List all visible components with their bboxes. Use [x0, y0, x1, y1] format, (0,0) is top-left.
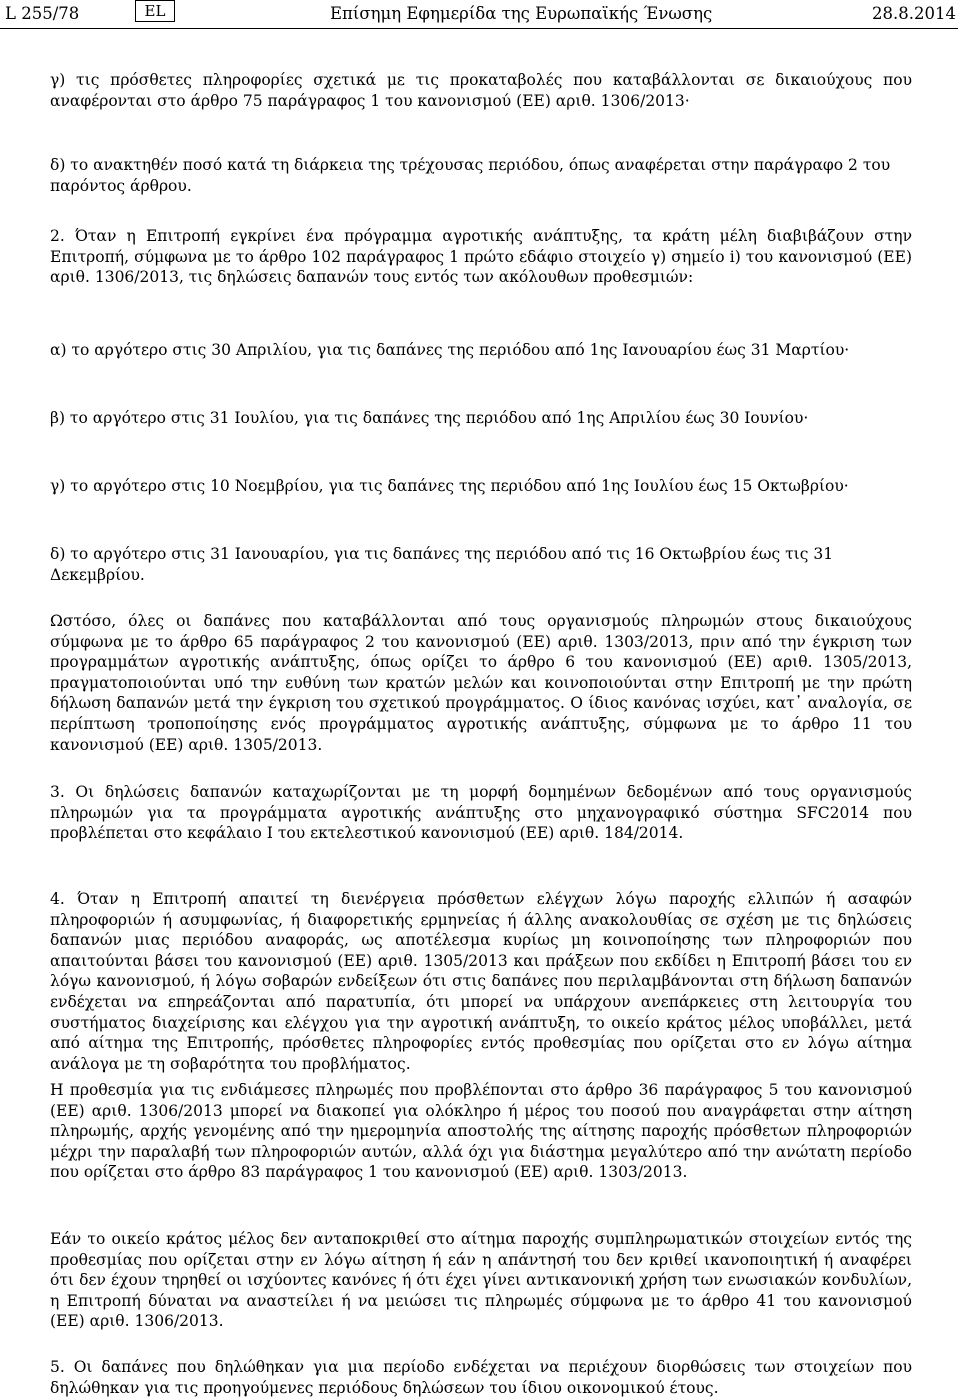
- paragraph-delta-recovered: δ) το ανακτηθέν ποσό κατά τη διάρκεια της τρέχουσας περιόδου, όπως αναφέρεται στην παράγραφο 2 του παρόντος άρθρου.: [50, 156, 891, 195]
- page-reference: L 255/78: [5, 4, 80, 23]
- journal-header: [0, 0, 960, 30]
- paragraph-interim-payment-deadline: Η προθεσμία για τις ενδιάμεσες πληρωμές που προβλέπονται στο άρθρο 36 παράγραφος 5 του κανονισμού (ΕΕ) αριθ. 1306/2013 μπορεί να διακοπεί για ολόκληρο ή μέρος του ποσού που αναγράφεται στην αίτηση πληρωμής, αρχής γενομένης από την ημερομηνία αποστολής της αίτησης παροχής πρόσθετων πληροφοριών μέχρι την παραλαβή των πληροφοριών αυτών, αλλά όχι για διάστημα μεγαλύτερο από την ανώτατη περίοδο που ορίζεται στο άρθρο 83 παράγραφος 1 του κανονισμού (ΕΕ) αριθ. 1303/2013.: [50, 1081, 912, 1182]
- deadline-item-beta: β) το αργότερο στις 31 Ιουλίου, για τις δαπάνες της περιόδου από 1ης Απριλίου έως 30 Ιουνίου·: [50, 409, 809, 427]
- deadline-item-alpha: α) το αργότερο στις 30 Απριλίου, για τις δαπάνες της περιόδου από 1ης Ιανουαρίου έως 31 Μαρτίου·: [50, 341, 850, 359]
- paragraph-however-expenditure: Ωστόσο, όλες οι δαπάνες που καταβάλλονται από τους οργανισμούς πληρωμών στους δικαιούχους σύμφωνα με το άρθρο 65 παράγραφος 2 του κανονισμού (ΕΕ) αριθ. 1303/2013, πριν από την έγκριση των προγραμμάτων αγροτικής ανάπτυξης, όπως ορίζει το άρθρο 6 του κανονισμού (ΕΕ) αριθ. 1305/2013, πραγματοποιούνται υπό την ευθύνη των κρατών μελών και κοινοποιούνται στην Επιτροπή με την πρώτη δήλωση δαπανών μετά την έγκριση του σχετικού προγράμματος. Ο ίδιος κανόνας ισχύει, κατ᾽ αναλογία, σε περίπτωση τροποποίησης ενός προγράμματος αγροτικής ανάπτυξης, σύμφωνα με το άρθρο 11 του κανονισμού (ΕΕ) αριθ. 1305/2013.: [50, 612, 912, 754]
- paragraph-gamma-advances: γ) τις πρόσθετες πληροφορίες σχετικά με τις προκαταβολές που καταβάλλονται σε δικαιούχους που αναφέρονται στο άρθρο 75 παράγραφος 1 του κανονισμού (ΕΕ) αριθ. 1306/2013·: [50, 71, 912, 110]
- paragraph-5-corrections: 5. Οι δαπάνες που δηλώθηκαν για μια περίοδο ενδέχεται να περιέχουν διορθώσεις των στοιχείων που δηλώθηκαν για τις προηγούμενες περιόδους δηλώσεων του ίδιου οικονομικού έτους.: [50, 1358, 912, 1397]
- header-rule: [0, 28, 958, 29]
- language-code-box: EL: [135, 0, 175, 22]
- deadline-item-delta: δ) το αργότερο στις 31 Ιανουαρίου, για τις δαπάνες της περιόδου από τις 16 Οκτωβρίου έως τις 31 Δεκεμβρίου.: [50, 545, 834, 584]
- paragraph-2-deadlines-intro: 2. Όταν η Επιτροπή εγκρίνει ένα πρόγραμμα αγροτικής ανάπτυξης, τα κράτη μέλη διαβιβάζουν στην Επιτροπή, σύμφωνα με το άρθρο 102 παράγραφος 1 πρώτο εδάφιο στοιχείο γ) σημείο i) του κανονισμού (ΕΕ) αριθ. 1306/2013, τις δηλώσεις δαπανών τους εντός των ακόλουθων προθεσμιών:: [50, 227, 912, 287]
- deadline-item-gamma: γ) το αργότερο στις 10 Νοεμβρίου, για τις δαπάνες της περιόδου από 1ης Ιουλίου έως 15 Οκτωβρίου·: [50, 477, 849, 495]
- paragraph-suspension-of-payments: Εάν το οικείο κράτος μέλος δεν ανταποκριθεί στο αίτημα παροχής συμπληρωματικών στοιχείων εντός της προθεσμίας που ορίζεται στην εν λόγω αίτηση ή εάν η απάντησή του δεν κριθεί ικανοποιητική ή αναφέρει ότι δεν έχουν τηρηθεί οι ισχύοντες κανόνες ή ότι έχει γίνει αντικανονική χρήση των ενωσιακών κονδυλίων, η Επιτροπή δύναται να αναστείλει ή να μειώσει τις πληρωμές σύμφωνα με το άρθρο 41 του κανονισμού (ΕΕ) αριθ. 1306/2013.: [50, 1230, 912, 1331]
- paragraph-3-sfc2014: 3. Οι δηλώσεις δαπανών καταχωρίζονται με τη μορφή δομημένων δεδομένων από τους οργανισμούς πληρωμών για τα προγράμματα αγροτικής ανάπτυξης στο μηχανογραφικό σύστημα SFC2014 που προβλέπεται στο κεφάλαιο I του εκτελεστικού κανονισμού (ΕΕ) αριθ. 184/2014.: [50, 783, 912, 843]
- publication-date: 28.8.2014: [872, 4, 956, 23]
- paragraph-4-additional-checks: 4. Όταν η Επιτροπή απαιτεί τη διενέργεια πρόσθετων ελέγχων λόγω παροχής ελλιπών ή ασαφών πληροφοριών ή ασυμφωνίας, ή διαφορετικής ερμηνείας ή άλλης ανακολουθίας σε σχέση με τις δηλώσεις δαπανών μιας περιόδου αναφοράς, ως αποτέλεσμα κυρίως μη κοινοποίησης των πληροφοριών που απαιτούνται βάσει του κανονισμού (ΕΕ) αριθ. 1305/2013 και πράξεων που εκδίδει η Επιτροπή βάσει του εν λόγω κανονισμού, ή λόγω σοβαρών ενδείξεων ότι στις δαπάνες που περιλαμβάνονται στη δήλωση δαπανών ενδέχεται να επηρεάζονται από παρατυπία, ότι μπορεί να υπάρχουν ανεπάρκειες στη λειτουργία του συστήματος διαχείρισης και ελέγχου για την αγροτική ανάπτυξη, το οικείο κράτος μέλος υποβάλλει, μετά από αίτημα της Επιτροπής, πρόσθετες πληροφορίες εντός προθεσμίας που ορίζεται στο εν λόγω αίτημα ανάλογα με τη σοβαρότητα του προβλήματος.: [50, 890, 912, 1073]
- journal-title: Επίσημη Εφημερίδα της Ευρωπαϊκής Ένωσης: [330, 4, 713, 23]
